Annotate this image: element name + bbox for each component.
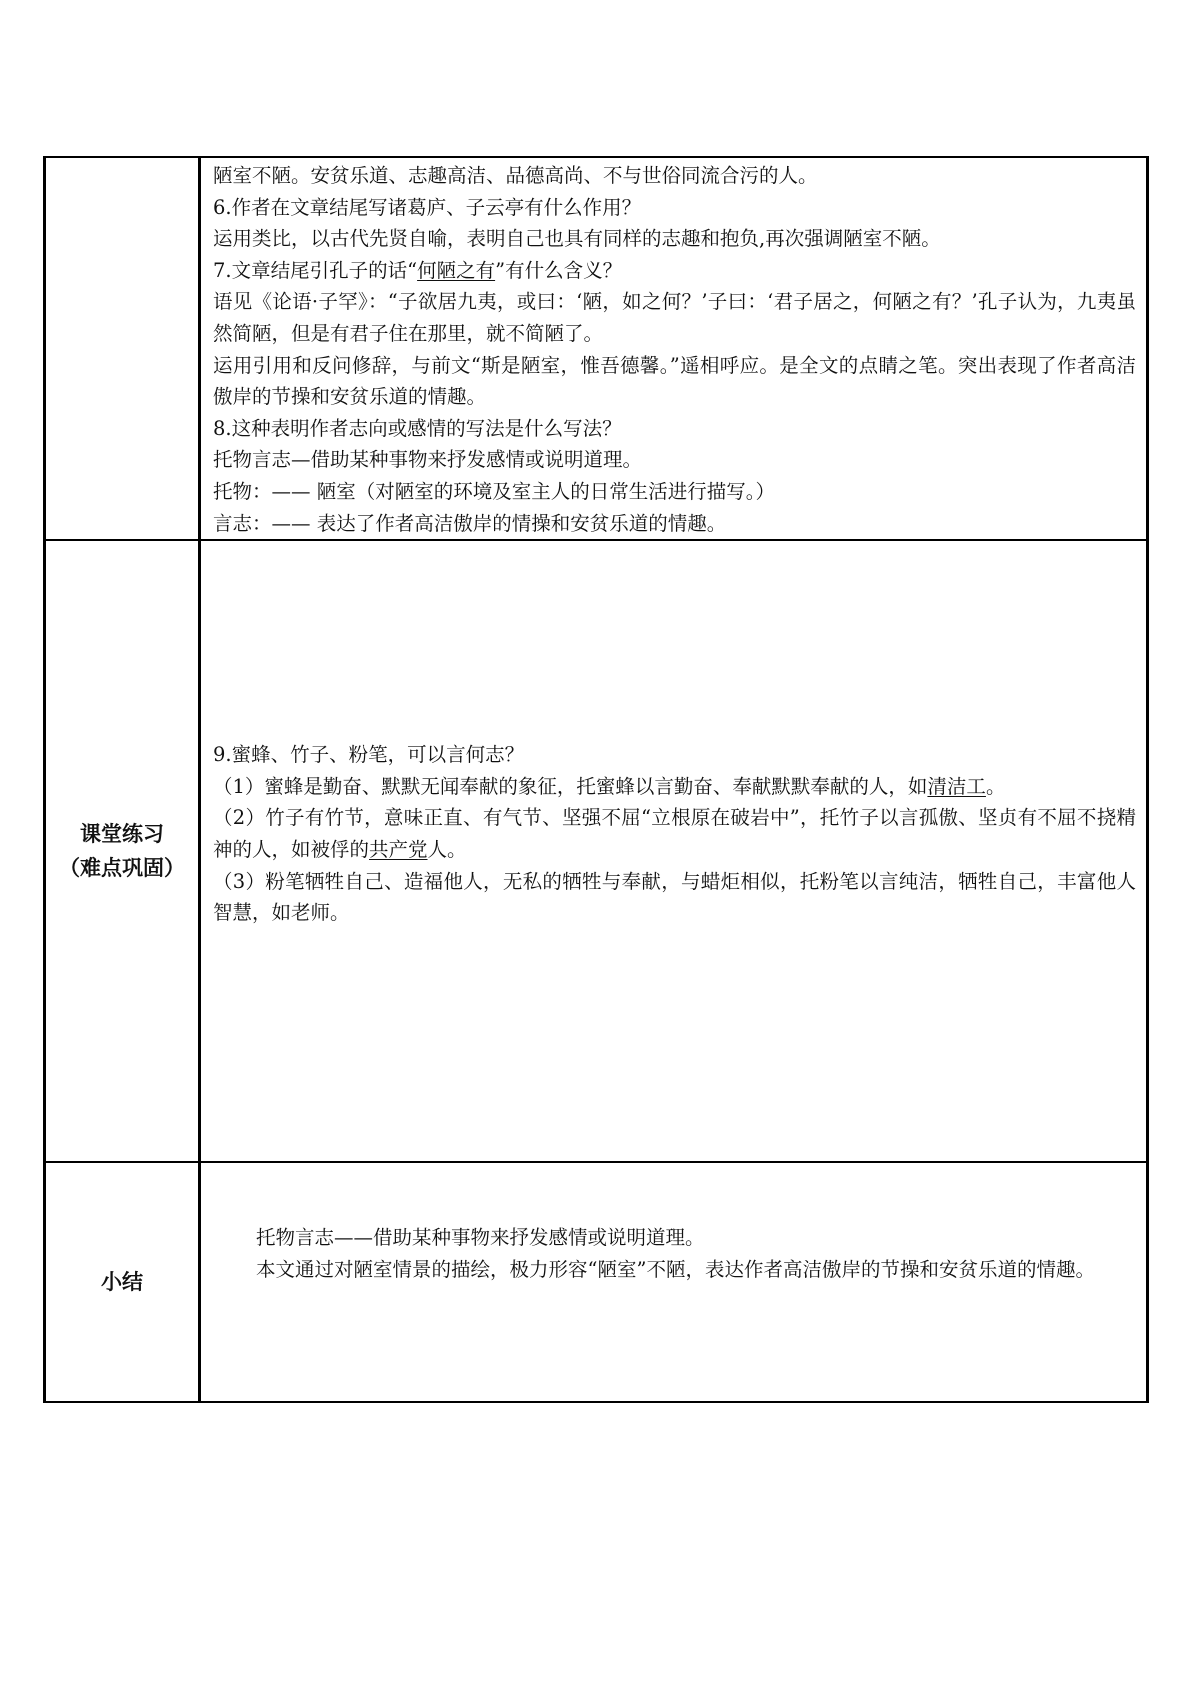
row-label-practice — [45, 540, 200, 1162]
table-row-analysis — [45, 157, 1148, 540]
underlined-cleaner: 清洁工 — [927, 774, 986, 798]
row-label-summary — [45, 1162, 200, 1402]
lesson-table — [43, 156, 1149, 1403]
lesson-plan-sheet — [43, 156, 1149, 1403]
underlined-quote: 何陋之有 — [417, 258, 496, 282]
answer-8-aspiration: 言志：—— 表达了作者高洁傲岸的情操和安贫乐道的情趣。 — [213, 511, 727, 535]
table-row-summary — [45, 1162, 1148, 1402]
answer-8-object: 托物：—— 陋室（对陋室的环境及室主人的日常生活进行描写。） — [213, 479, 775, 503]
practice-sublabel: （难点巩固） — [59, 856, 185, 881]
answer-6: 运用类比，以古代先贤自喻，表明自己也具有同样的志趣和抱负,再次强调陋室不陋。 — [213, 227, 941, 251]
question-8: 8.这种表明作者志向或感情的写法是什么写法？ — [213, 416, 622, 440]
summary-paragraph-1: 托物言志——借助某种事物来抒发感情或说明道理。 — [256, 1226, 705, 1250]
answer-9-chalk: （3）粉笔牺牲自己、造福他人，无私的牺牲与奉献，与蜡炬相似，托粉笔以言纯洁，牺牲自己，丰富他人智慧，如老师。 — [213, 869, 1136, 925]
summary-label: 小结 — [101, 1270, 143, 1295]
row-label-empty — [45, 157, 200, 540]
analysis-content — [200, 157, 1148, 540]
answer-9-bee: （1）蜜蜂是勤奋、默默无闻奉献的象征，托蜜蜂以言勤奋、奉献默默奉献的人，如清洁工。 — [213, 774, 1006, 798]
analysis-line: 陋室不陋。安贫乐道、志趣高洁、品德高尚、不与世俗同流合污的人。 — [213, 164, 818, 187]
answer-8-definition: 托物言志—借助某种事物来抒发感情或说明道理。 — [213, 448, 643, 472]
question-7: 7.文章结尾引孔子的话“何陋之有”有什么含义？ — [213, 258, 623, 282]
question-9: 9.蜜蜂、竹子、粉笔，可以言何志？ — [213, 743, 525, 767]
practice-content — [200, 540, 1148, 1162]
answer-7-source: 语见《论语·子罕》：“子欲居九夷，或曰：‘陋，如之何？’子曰：‘君子居之，何陋之有？’孔子认为，九夷虽然简陋，但是有君子住在那里，就不简陋了。 — [213, 290, 1136, 345]
summary-content — [200, 1162, 1148, 1402]
table-row-practice — [45, 540, 1148, 1162]
underlined-party: 共产党 — [369, 837, 428, 861]
practice-label: 课堂练习 — [80, 822, 164, 847]
question-6: 6.作者在文章结尾写诸葛庐、子云亭有什么作用？ — [213, 195, 642, 219]
answer-9-bamboo: （2）竹子有竹节，意味正直、有气节、坚强不屈“立根原在破岩中”，托竹子以言孤傲、坚贞有不屈不挠精神的人，如被俘的共产党人。 — [213, 806, 1136, 861]
answer-7-effect: 运用引用和反问修辞，与前文“斯是陋室，惟吾德馨。”遥相呼应。是全文的点睛之笔。突出表现了作者高洁傲岸的节操和安贫乐道的情趣。 — [213, 353, 1136, 409]
summary-paragraph-2: 本文通过对陋室情景的描绘，极力形容“陋室”不陋，表达作者高洁傲岸的节操和安贫乐道的情趣。 — [256, 1257, 1095, 1281]
